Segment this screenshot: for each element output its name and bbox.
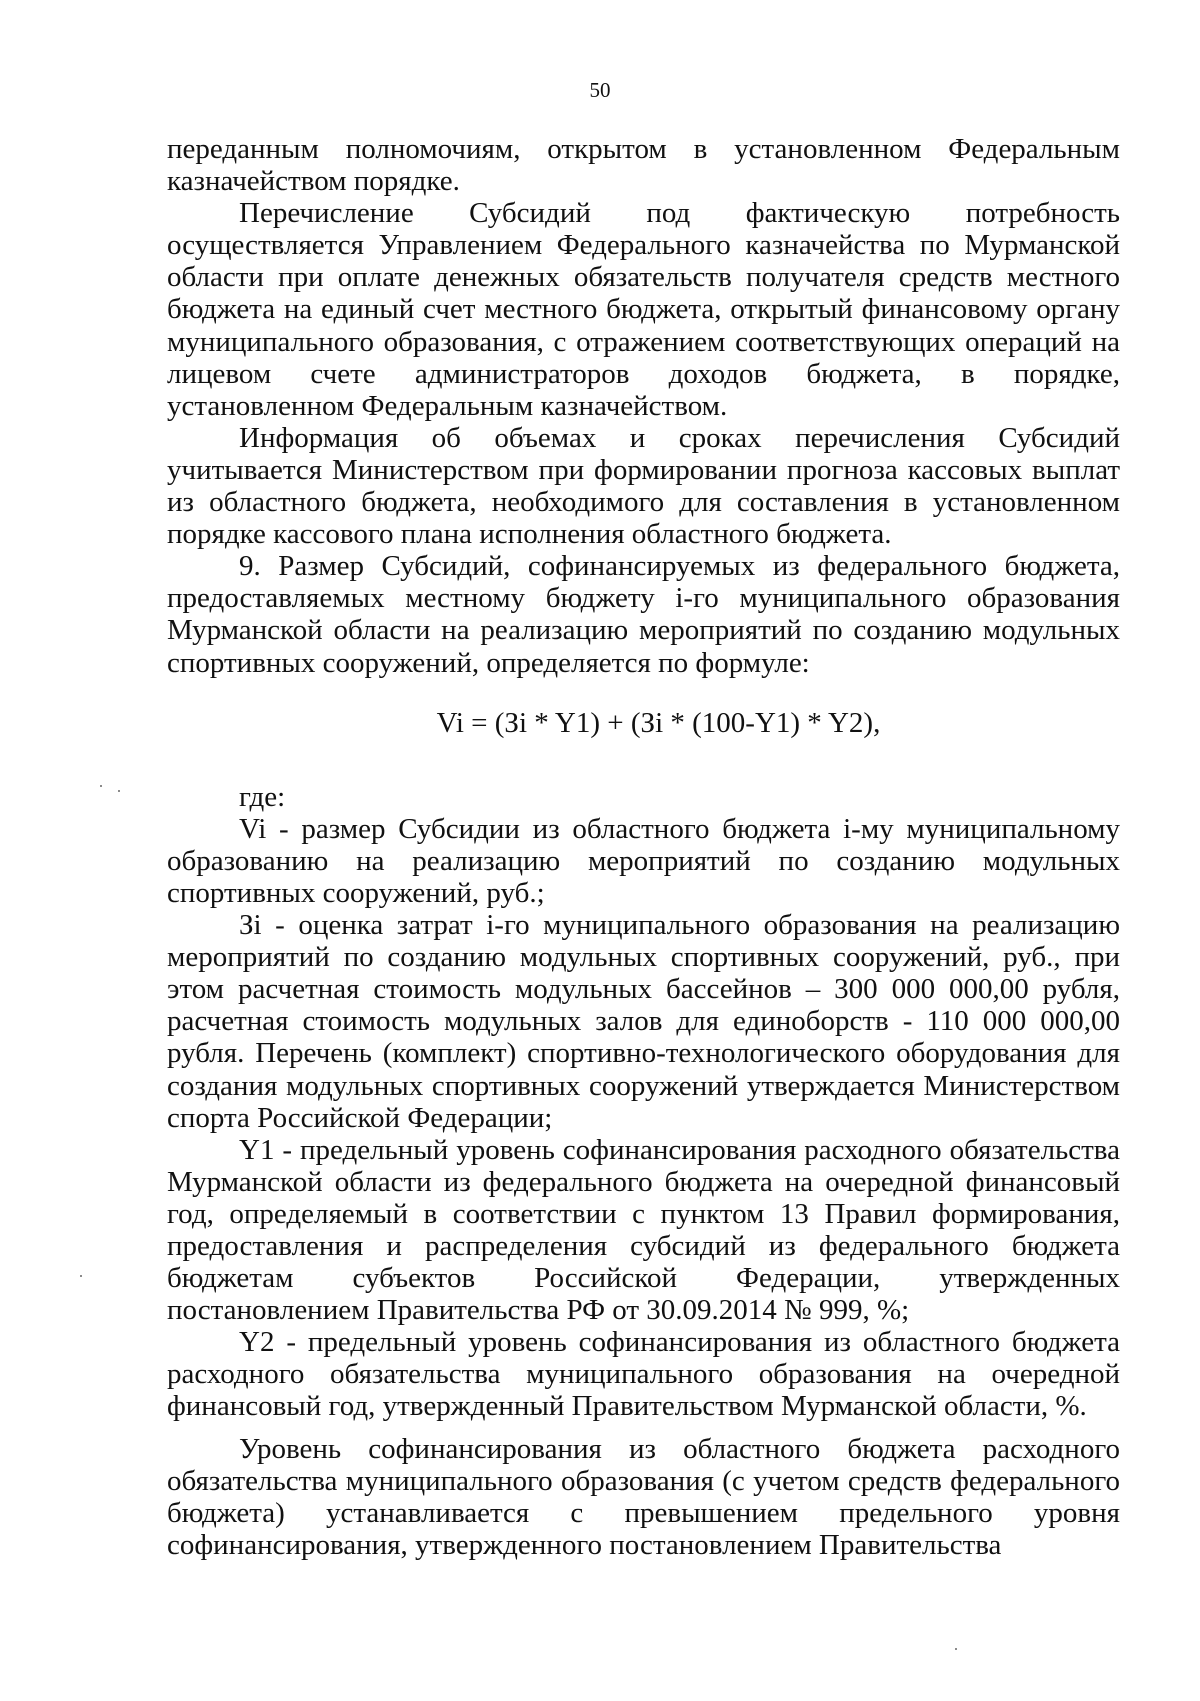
definition-y1: Y1 - предельный уровень софинансирования расходного обязательства Мурманской области из федерального бюджета на очередной финансовый год, определяемый в соответствии с пунктом 13 Правил формирования, предоставления и распределения субсидий из федерального бюджета бюджетам субъектов Российской Федерации, утвержденных постановлением Правительства РФ от 30.09.2014 № 999, %; [167,1133,1120,1327]
scan-speck [118,790,120,792]
scan-speck [955,1648,957,1650]
paragraph-continued: переданным полномочиям, открытом в установленном Федеральным казначейством порядке. [167,133,1120,198]
definition-vi: Vi - размер Субсидии из областного бюджета i-му муниципальному образованию на реализацию мероприятий по созданию модульных спортивных сооружений, руб.; [167,812,1120,909]
formula: Vi = (Зi * Y1) + (Зi * (100-Y1) * Y2), [436,706,881,739]
paragraph-transfer-info: Информация об объемах и сроках перечисления Субсидий учитывается Министерством при формировании прогноза кассовых выплат из областного бюджета, необходимого для составления в установленном порядке кассового плана исполнения областного бюджета. [167,421,1120,551]
paragraph-subsidy-transfer: Перечисление Субсидий под фактическую потребность осуществляется Управлением Федерального казначейства по Мурманской области при оплате денежных обязательств получателя средств местного бюджета на единый счет местного бюджета, открытый финансовому органу муниципального образования, с отражением соответствующих операций на лицевом счете администраторов доходов бюджета, в порядке, установленном Федеральным казначейством. [167,197,1120,422]
definition-y2: Y2 - предельный уровень софинансирования из областного бюджета расходного обязательства муниципального образования на очередной финансовый год, утвержденный Правительством Мурманской области, %. [167,1326,1120,1423]
scan-speck [80,1275,82,1277]
definition-zi: Зi - оценка затрат i-го муниципального образования на реализацию мероприятий по созданию модульных спортивных сооружений, руб., при этом расчетная стоимость модульных бассейнов – 300 000 000,00 рубля, расчетная стоимость модульных залов для единоборств - 110 000 000,00 рубля. Перечень (комплект) спортивно-технологического оборудования для создания модульных спортивных сооружений утверждается Министерством спорта Российской Федерации; [167,909,1120,1134]
page-number: 50 [589,78,611,102]
where-label: где: [239,780,286,813]
paragraph-cofinancing-level: Уровень софинансирования из областного бюджета расходного обязательства муниципального образования (с учетом средств федерального бюджета) устанавливается с превышением предельного уровня софинансирования, утвержденного постановлением Правительства [167,1432,1120,1561]
scan-speck [100,785,102,787]
document-body [167,133,1120,1561]
paragraph-item-9: 9. Размер Субсидий, софинансируемых из федерального бюджета, предоставляемых местному бюджету i-го муниципального образования Мурманской области на реализацию мероприятий по созданию модульных спортивных сооружений, определяется по формуле: [167,550,1120,679]
